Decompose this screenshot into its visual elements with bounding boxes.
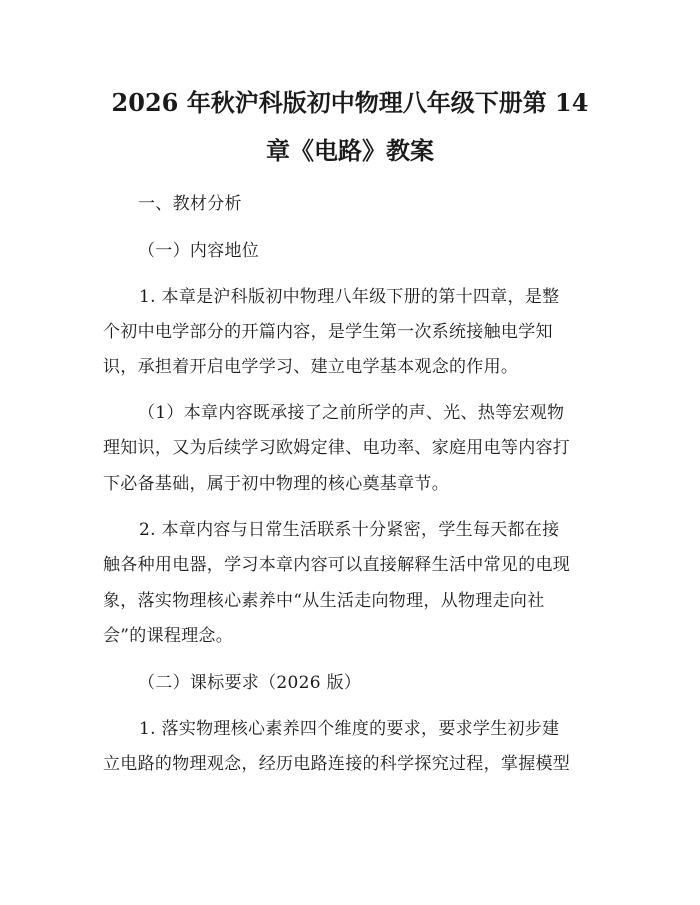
paragraph-2-line-3: 下必备基础，属于初中物理的核心奠基章节。 (103, 474, 449, 494)
paragraph-3-line-4: 会”的课程理念。 (103, 626, 234, 646)
paragraph-3-line-1: 2. 本章内容与日常生活联系十分紧密，学生每天都在接 (139, 520, 560, 540)
paragraph-1-line-3: 识，承担着开启电学学习、建立电学基本观念的作用。 (103, 357, 519, 377)
paragraph-3-line-3: 象，落实物理核心素养中“从生活走向物理，从物理走向社 (103, 591, 545, 611)
document-title-line-2: 章《电路》教案 (266, 136, 434, 165)
paragraph-1-line-2: 个初中电学部分的开篇内容，是学生第一次系统接触电学知 (103, 322, 553, 342)
paragraph-4-line-2: 立电路的物理观念，经历电路连接的科学探究过程，掌握模型 (103, 754, 571, 774)
document-title-line-1: 2026 年秋沪科版初中物理八年级下册第 14 (111, 88, 589, 117)
subsection-heading-2: （二）课标要求（2026 版） (138, 673, 362, 693)
paragraph-2-line-1: （1）本章内容既承接了之前所学的声、光、热等宏观物 (138, 403, 565, 423)
paragraph-2-line-2: 理知识，又为后续学习欧姆定律、电功率、家庭用电等内容打 (103, 438, 571, 458)
paragraph-3-line-2: 触各种用电器，学习本章内容可以直接解释生活中常见的电现 (103, 555, 571, 575)
paragraph-1-line-1: 1. 本章是沪科版初中物理八年级下册的第十四章，是整 (139, 287, 560, 307)
section-heading-1: 一、教材分析 (138, 194, 242, 214)
subsection-heading-1: （一）内容地位 (138, 241, 260, 261)
paragraph-4-line-1: 1. 落实物理核心素养四个维度的要求，要求学生初步建 (139, 719, 560, 739)
